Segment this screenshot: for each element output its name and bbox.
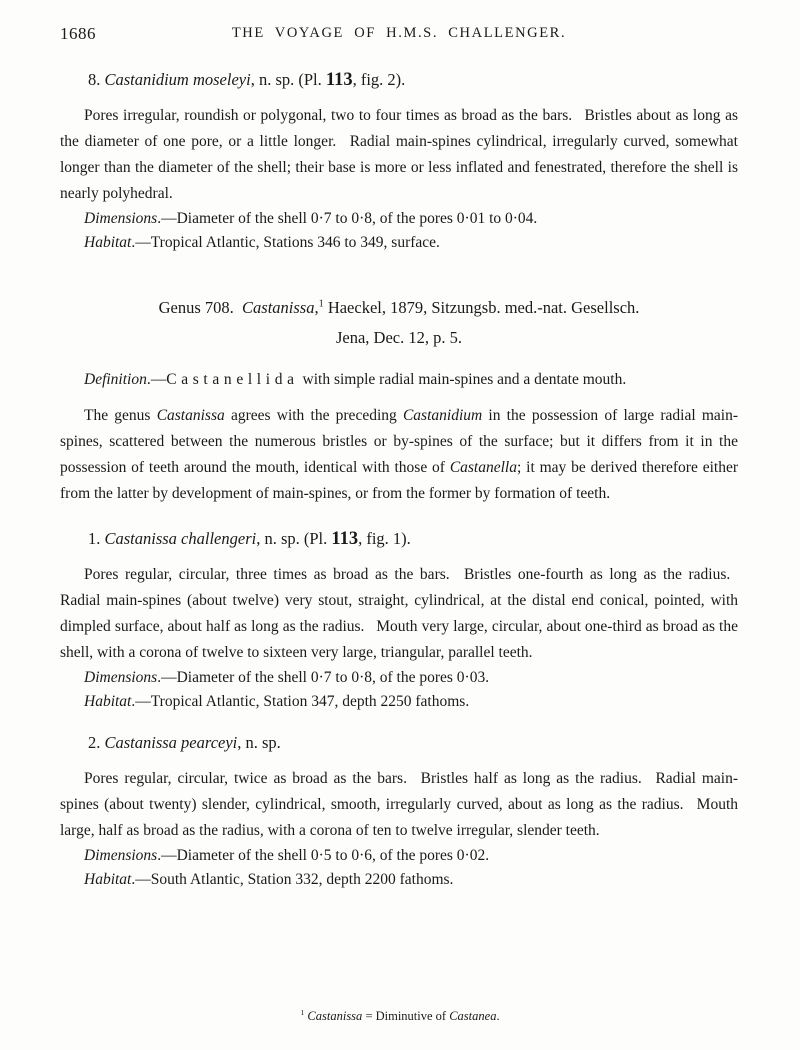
habitat-line-castanidium-moseleyi: Habitat.—Tropical Atlantic, Stations 346 to 349, surface.: [84, 234, 440, 251]
dimensions-line-castanissa-challengeri: Dimensions.—Diameter of the shell 0·7 to 0·8, of the pores 0·03.: [84, 669, 490, 686]
genus-discussion-paragraph: The genus Castanissa agrees with the preceding Castanidium in the possession of large radial main-spines, scattered between the numerous bristles or by-spines of the surface; but it differs from it in the possession of teeth around the mouth, identical with those of Castanella; it may be derived therefore either from the latter by development of main-spines, or from the former by formation of teeth.: [60, 407, 739, 502]
species-heading-castanissa-challengeri: 1. Castanissa challengeri, n. sp. (Pl. 113, fig. 1).: [88, 528, 411, 548]
page-number: 1686: [60, 24, 96, 43]
genus-heading: [60, 293, 738, 353]
running-title: THE VOYAGE OF H.M.S. CHALLENGER.: [231, 25, 567, 41]
species-description-castanissa-pearceyi: Pores regular, circular, twice as broad as the bars. Bristles half as long as the radius. Radial main-spines (about twenty) slender, cylindrical, smooth, irregularly curved, about as long as the radius. Mouth large, half as broad as the radius, with a corona of ten to twelve irregular, slender teeth.: [60, 770, 738, 839]
footnote: $^1$ Castanissa = Diminutive of Castanea.: [300, 1007, 500, 1023]
habitat-line-castanissa-pearceyi: Habitat.—South Atlantic, Station 332, depth 2200 fathoms.: [84, 871, 454, 888]
species-heading-castanissa-pearceyi: 2. Castanissa pearceyi, n. sp.: [88, 733, 281, 752]
genus-definition-paragraph: Definition.—Castanellida with simple radial main-spines and a dentate mouth.: [84, 371, 627, 388]
genus-heading-line1: Genus 708. Castanissa,$^1$ Haeckel, 1879, Sitzungsb. med.-nat. Gesellsch.: [158, 298, 640, 317]
species-heading-castanidium-moseleyi: 8. Castanidium moseleyi, n. sp. (Pl. 113, fig. 2).: [88, 69, 406, 89]
genus-heading-line2: Jena, Dec. 12, p. 5.: [335, 328, 462, 347]
species-description-castanissa-challengeri: Pores regular, circular, three times as broad as the bars. Bristles one-fourth as long as the radius. Radial main-spines (about twelve) very stout, straight, cylindrical, at the distal end conical, pointed, with dimpled surface, about half as long as the radius. Mouth very large, circular, about one-third as broad as the shell, with a corona of twelve to sixteen very large, triangular, parallel teeth.: [60, 566, 738, 661]
species-description-castanidium-moseleyi: Pores irregular, roundish or polygonal, two to four times as broad as the bars. Bristles about as long as the diameter of one pore, or a little longer. Radial main-spines cylindrical, irregularly curved, somewhat longer than the diameter of the shell; their base is more or less inflated and fenestrated, therefore the shell is nearly polyhedral.: [60, 107, 738, 202]
habitat-line-castanissa-challengeri: Habitat.—Tropical Atlantic, Station 347, depth 2250 fathoms.: [84, 693, 470, 710]
dimensions-line-castanissa-pearceyi: Dimensions.—Diameter of the shell 0·5 to 0·6, of the pores 0·02.: [84, 847, 490, 864]
page-header: [60, 24, 738, 46]
dimensions-line-castanidium-moseleyi: Dimensions.—Diameter of the shell 0·7 to 0·8, of the pores 0·01 to 0·04.: [84, 210, 538, 227]
